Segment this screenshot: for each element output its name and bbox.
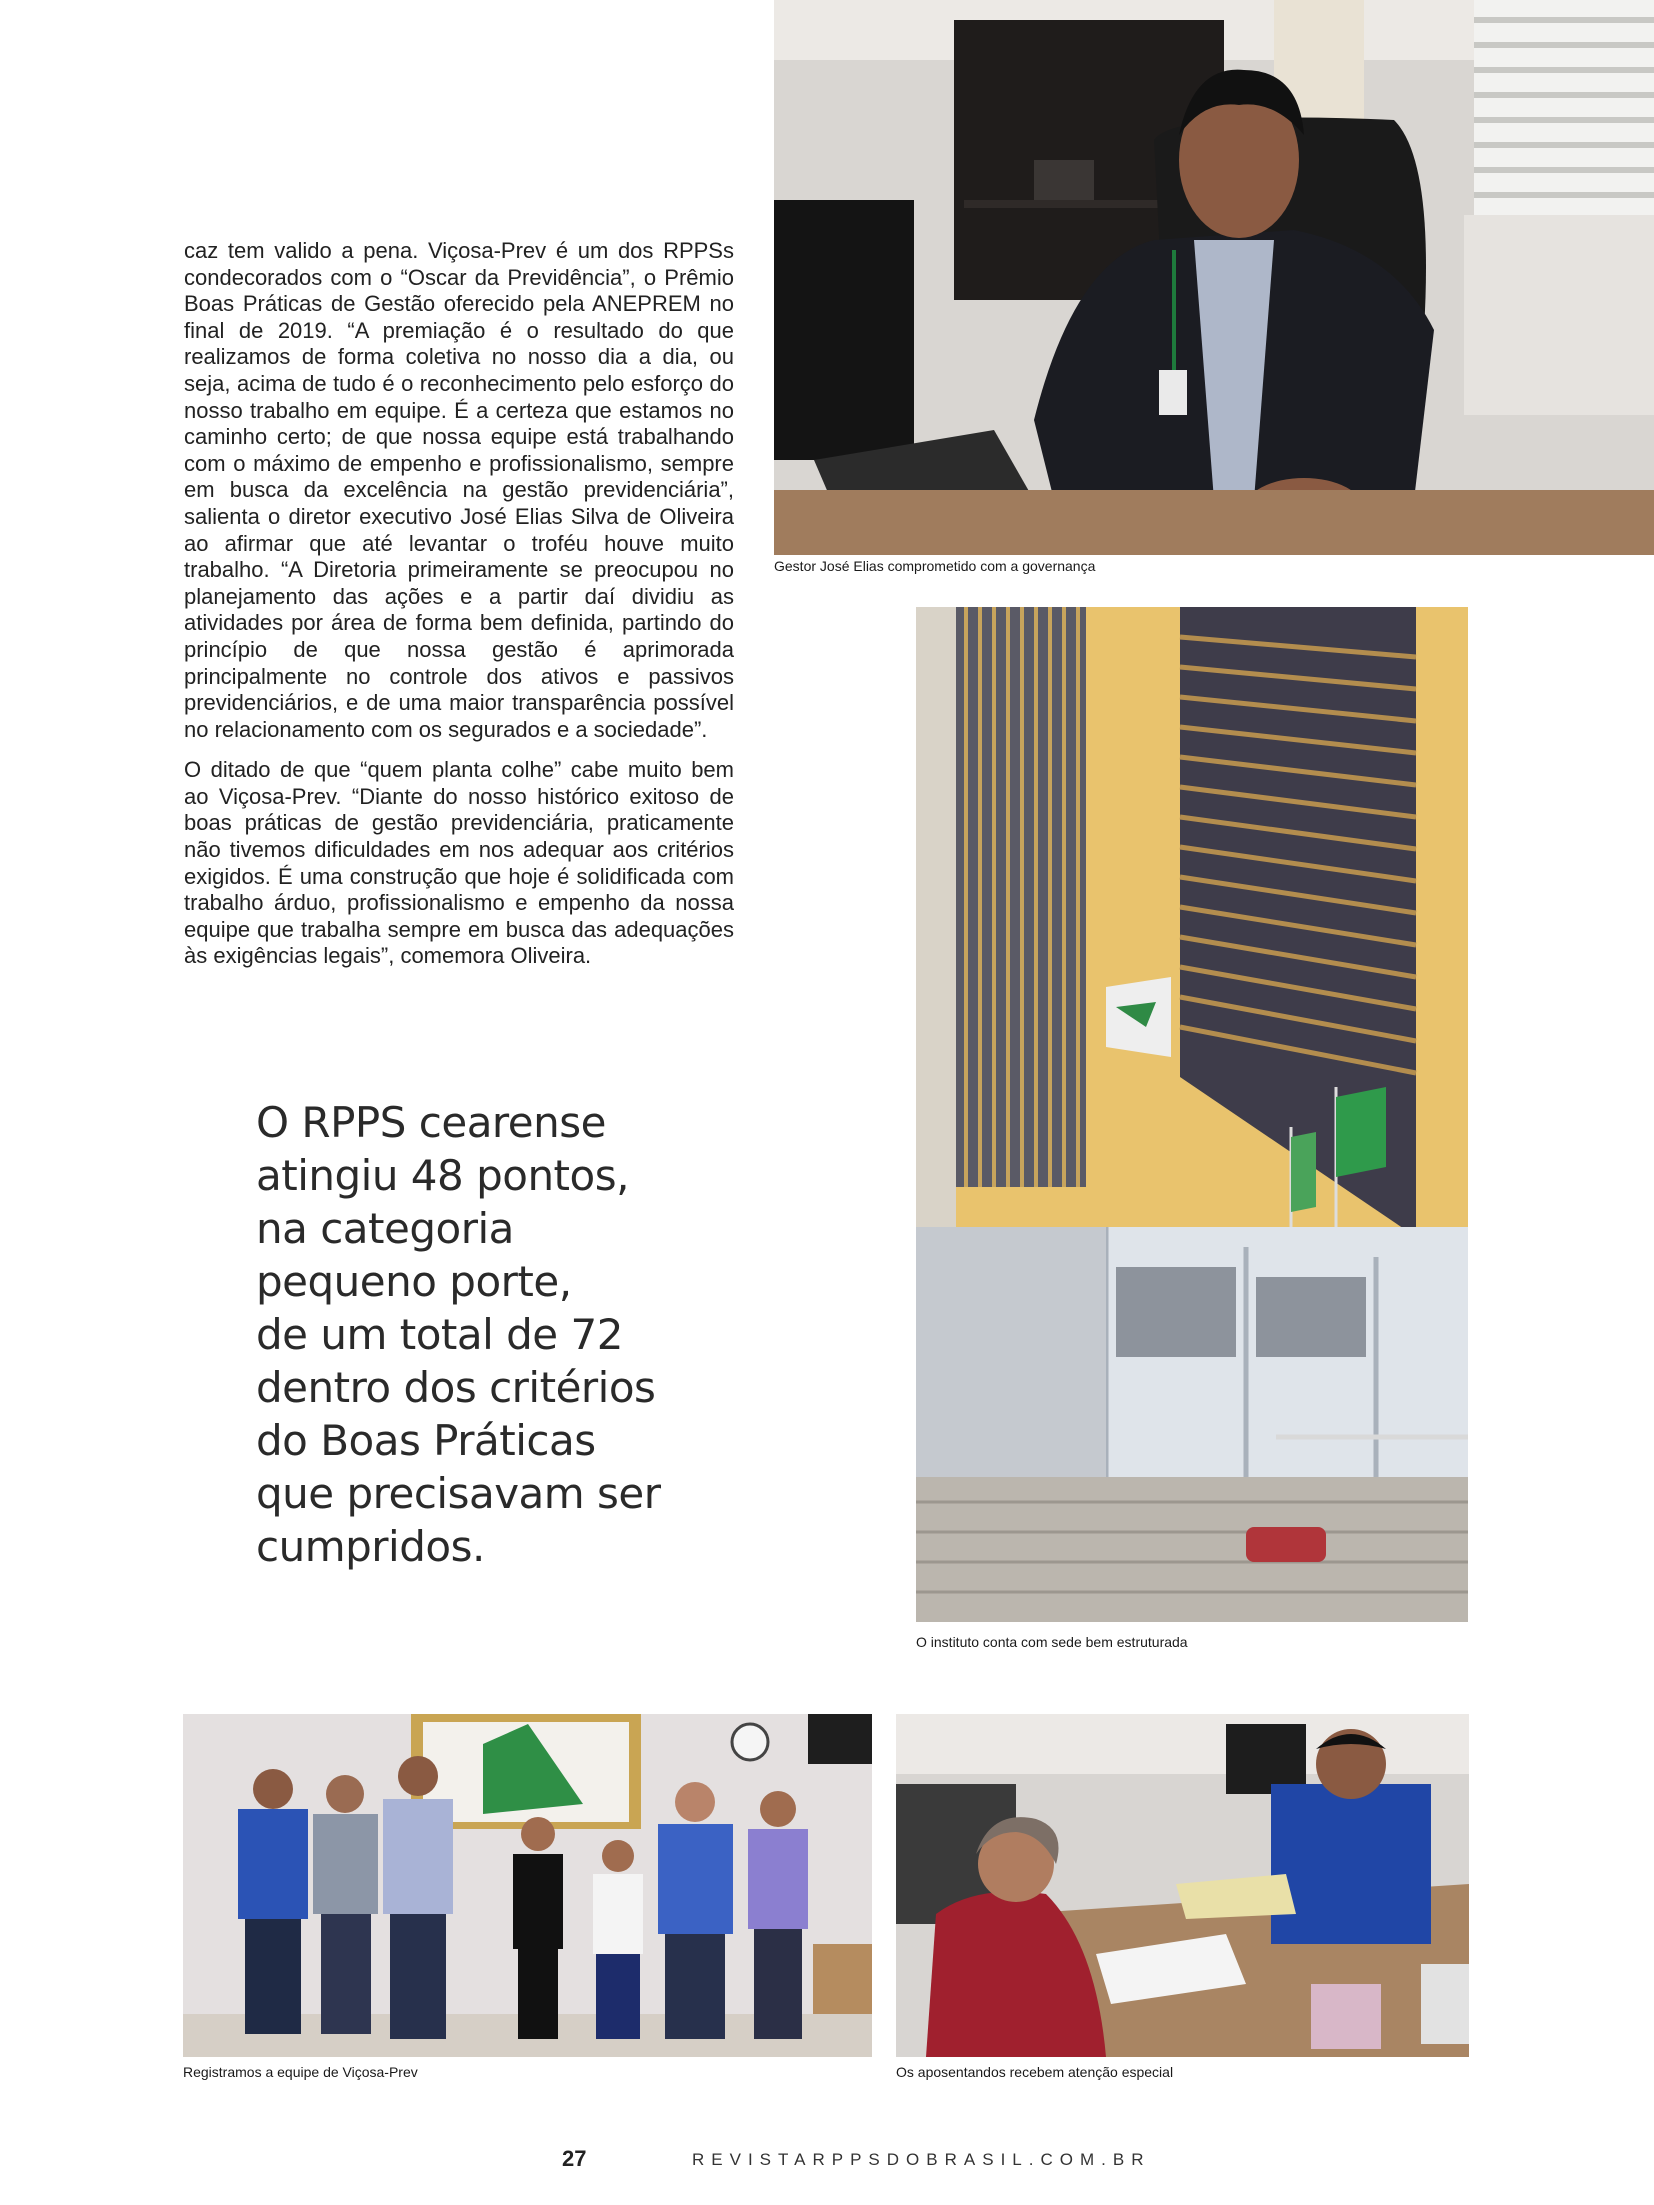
- retirees-photo: [896, 1714, 1469, 2057]
- director-photo: [774, 0, 1654, 555]
- director-photo-caption: Gestor José Elias comprometido com a governança: [774, 558, 1096, 574]
- page-number: 27: [562, 2146, 587, 2171]
- article-body: [184, 238, 734, 984]
- pull-quote-line: na categoria: [256, 1204, 514, 1253]
- pull-quote-line: do Boas Práticas: [256, 1416, 596, 1465]
- article-paragraph-1: caz tem valido a pena. Viçosa-Prev é um dos RPPSs condecorados com o “Oscar da Previdência”, o Prêmio Boas Práticas de Gestão oferecido pela ANEPREM no final de 2019. “A premiação é o resultado do que realizamos de forma coletiva no nosso dia a dia, ou seja, acima de tudo é o reconhecimento pelo esforço do nosso trabalho em equipe. É a certeza que estamos no caminho certo; de que nossa equipe está trabalhando com o máximo de empenho e profissionalismo, sempre em busca da excelência na gestão previdenciária”, salienta o diretor executivo José Elias Silva de Oliveira ao afirmar que até levantar o troféu houve muito trabalho. “A Diretoria primeiramente se preocupou no planejamento das ações e a partir daí dividiu as atividades por área de forma bem definida, partindo do princípio de que nossa gestão é aprimorada principalmente no controle dos ativos e passivos previdenciários, e de uma maior transparência possível no relacionamento com os segurados e a sociedade”.: [184, 238, 734, 742]
- pull-quote-line: dentro dos critérios: [256, 1363, 656, 1412]
- pull-quote: [256, 1096, 686, 1573]
- building-photo: [916, 607, 1468, 1622]
- site-url: REVISTARPPSDOBRASIL.COM.BR: [692, 2150, 1151, 2169]
- team-photo: [183, 1714, 872, 2057]
- pull-quote-line: cumpridos.: [256, 1522, 485, 1571]
- pull-quote-line: de um total de 72: [256, 1310, 623, 1359]
- pull-quote-line: pequeno porte,: [256, 1257, 572, 1306]
- retirees-photo-caption: Os aposentandos recebem atenção especial: [896, 2064, 1174, 2080]
- pull-quote-line: atingiu 48 pontos,: [256, 1151, 629, 1200]
- building-photo-caption: O instituto conta com sede bem estruturada: [916, 1634, 1188, 1650]
- pull-quote-line: que precisavam ser: [256, 1469, 661, 1518]
- article-paragraph-2: O ditado de que “quem planta colhe” cabe muito bem ao Viçosa-Prev. “Diante do nosso histórico exitoso de boas práticas de gestão previdenciária, praticamente não tivemos dificuldades em nos adequar aos critérios exigidos. É uma construção que hoje é solidificada com trabalho árduo, profissionalismo e empenho da nossa equipe que trabalha sempre em busca das adequações às exigências legais”, comemora Oliveira.: [184, 757, 734, 969]
- team-photo-caption: Registramos a equipe de Viçosa-Prev: [183, 2064, 418, 2080]
- pull-quote-line: O RPPS cearense: [256, 1098, 606, 1147]
